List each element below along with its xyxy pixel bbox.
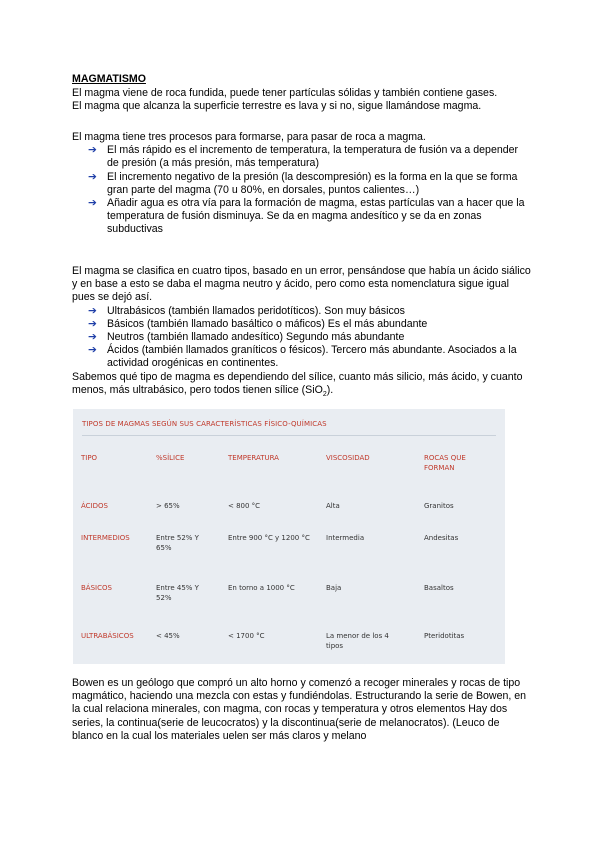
table-cell: Andesitas <box>424 534 459 542</box>
table-cell: Pteridotitas <box>424 632 465 640</box>
list-item: ➔ Básicos (también llamado basáltico o máficos) Es el más abundante <box>88 317 428 330</box>
list-item: ➔ El incremento negativo de la presión (la descompresión) es la forma en la que se forma gran parte del magma (70 u 80%, en dorsales, puntos calientes…) <box>88 170 518 196</box>
bowen-paragraph <box>72 677 532 743</box>
arrow-right-icon: ➔ <box>88 304 97 317</box>
table-cell: Granitos <box>424 502 454 510</box>
intro-paragraph <box>72 87 532 113</box>
silica-note: Sabemos qué tipo de magma es dependiendo del sílice, cuanto más silicio, más ácido, y cuanto menos, más ultrabásico, pero todos tienen sílice (SiO$_2$). <box>72 370 523 398</box>
table-row-label: BÁSICOS <box>81 584 112 592</box>
table-cell: < 1700 °C <box>228 632 265 640</box>
table-cell: En torno a 1000 °C <box>228 584 295 592</box>
table-cell: Basaltos <box>424 584 454 592</box>
table-cell: Alta <box>326 502 340 510</box>
table-cell: La menor de los 4 tipos <box>326 632 389 650</box>
table-title: TIPOS DE MAGMAS SEGÚN SUS CARACTERÍSTICAS FÍSICO-QUÍMICAS <box>82 420 327 428</box>
processes-section <box>72 131 532 237</box>
table-header: TEMPERATURA <box>228 454 279 462</box>
intro-line: El magma que alcanza la superficie terrestre es lava y si no, sigue llamándose magma. <box>72 100 482 113</box>
arrow-right-icon: ➔ <box>88 344 97 357</box>
magma-types-table <box>73 409 505 664</box>
list-item: ➔ Ácidos (también llamados graníticos o fésicos). Tercero más abundante. Asociados a la actividad orogénicas en continentes. <box>88 344 517 370</box>
arrow-right-icon: ➔ <box>88 197 97 210</box>
list-item: ➔ Añadir agua es otra vía para la formación de magma, estas partículas van a hacer que la temperatura de fusión disminuya. Se da en magma andesítico y se da en zonas subductivas <box>88 197 525 236</box>
table-header: %SÍLICE <box>156 454 185 462</box>
table-header: VISCOSIDAD <box>326 454 370 462</box>
arrow-right-icon: ➔ <box>88 317 97 330</box>
list-item: ➔ Ultrabásicos (también llamados peridotíticos). Son muy básicos <box>88 304 405 317</box>
table-cell: > 65% <box>156 502 180 510</box>
classification-list <box>72 305 532 371</box>
table-cell: < 45% <box>156 632 180 640</box>
classification-section <box>72 265 532 397</box>
table-divider <box>82 435 496 436</box>
arrow-right-icon: ➔ <box>88 144 97 157</box>
table-cell: Entre 900 °C y 1200 °C <box>228 534 310 542</box>
table-header: ROCAS QUE FORMAN <box>424 454 466 472</box>
arrow-right-icon: ➔ <box>88 170 97 183</box>
list-item: ➔ El más rápido es el incremento de temperatura, la temperatura de fusión va a depender de presión (a más presión, más temperatura) <box>88 144 519 170</box>
table-header: TIPO <box>81 454 98 462</box>
page-title: MAGMATISMO <box>72 73 146 85</box>
list-item: ➔ Neutros (también llamado andesítico) Segundo más abundante <box>88 331 405 344</box>
table-cell: Entre 45% Y 52% <box>156 584 199 602</box>
table-row-label: ULTRABÁSICOS <box>81 632 134 640</box>
table-cell: < 800 °C <box>228 502 261 510</box>
table-cell: Entre 52% Y 65% <box>156 534 199 552</box>
table-row-label: ÁCIDOS <box>81 502 108 510</box>
table-row-label: INTERMEDIOS <box>81 534 130 542</box>
processes-list <box>72 144 532 236</box>
table-cell: Intermedia <box>326 534 365 542</box>
intro-line: El magma viene de roca fundida, puede tener partículas sólidas y también contiene gases. <box>72 87 498 99</box>
bowen-text: Bowen es un geólogo que compró un alto horno y comenzó a recoger minerales y rocas de tipo magmático, haciendo una mezcla con estas y fundiéndolas. Estructurando la serie de Bowen, en la cual relaciona minerales, con magma, con rocas y temperatura y otros elementos Hay dos series, la continua(serie de leucocratos) y la discontinua(serie de melanocratos). (Leuco de blanco en la cual los materiales uelen ser más claros y melano <box>72 677 527 742</box>
classification-lead: El magma se clasifica en cuatro tipos, basado en un error, pensándose que había un ácido siálico y en base a esto se daba el magma neutro y ácido, pero como esta nomenclatura sigue igual pues se dejó así. <box>72 265 531 304</box>
table-cell: Baja <box>326 584 342 592</box>
arrow-right-icon: ➔ <box>88 331 97 344</box>
processes-lead: El magma tiene tres procesos para formarse, para pasar de roca a magma. <box>72 131 426 143</box>
